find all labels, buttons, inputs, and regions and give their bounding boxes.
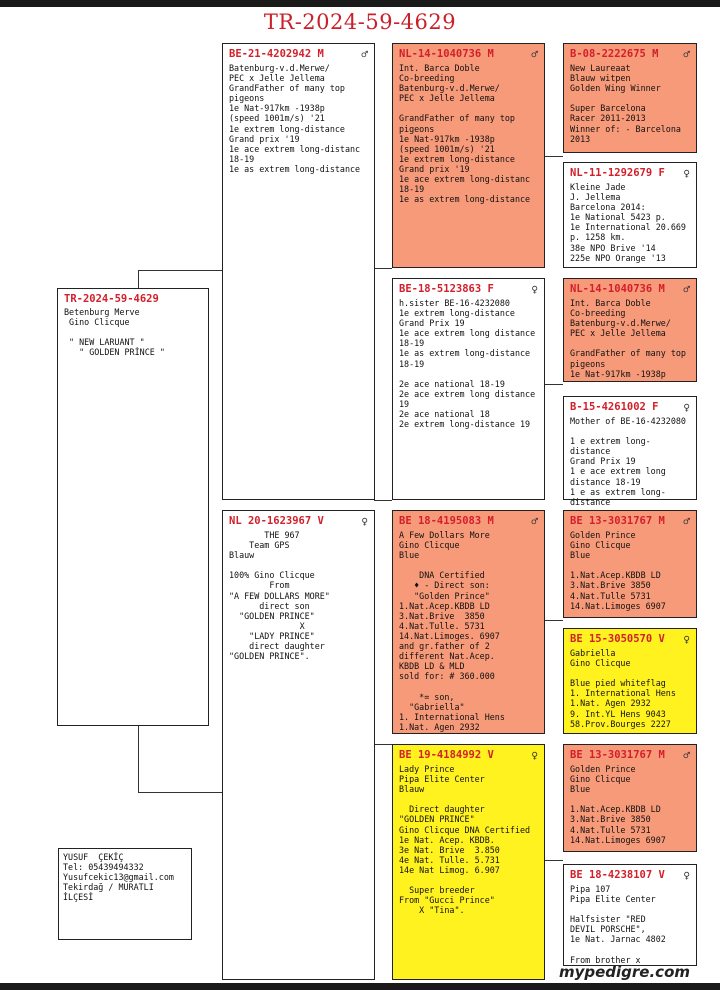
maternal-grandmother-details: Lady Prince Pipa Elite Center Blauw Direct daughter "GOLDEN PRINCE" Gino Clicque DNA Certified 1e Nat. Acep. KBDB. 3e Nat. Brive 3.850 4e Nat. Tulle. 5.731 14e Nat Limog. 6.907 Super breeder From "Gucci Prince" X "Tina". (399, 764, 531, 916)
paternal-grandmother-ring: BE-18-5123863 F (399, 283, 494, 295)
father-ring: BE-21-4202942 M (229, 48, 324, 60)
subject-ring: TR-2024-59-4629 (64, 293, 159, 305)
fmf-card[interactable] (563, 278, 697, 382)
ffm-details: Kleine Jade J. Jellema Barcelona 2014: 1e National 5423 p. 1e International 20.669 p. 1258 km. 38e NPO Brive '14 225e NPO Orange '13 (570, 182, 686, 263)
mmm-details: Pipa 107 Pipa Elite Center Halfsister "RED DEVIL PORSCHE", 1e Nat. Jarnac 4802 From brother x (570, 884, 666, 965)
male-icon: ♂ (683, 48, 690, 61)
maternal-grandfather-card[interactable] (392, 510, 545, 734)
female-icon: ♀ (683, 633, 690, 646)
connector-line (545, 620, 563, 621)
fmm-card[interactable] (563, 396, 697, 507)
top-border (0, 0, 720, 7)
female-icon: ♀ (531, 749, 538, 762)
connector-line (545, 156, 563, 157)
connector-line (138, 726, 139, 792)
paternal-grandfather-ring: NL-14-1040736 M (399, 48, 494, 60)
mff-ring: BE 13-3031767 M (570, 515, 665, 527)
mmm-ring: BE 18-4238107 V (570, 869, 665, 881)
paternal-grandfather-details: Int. Barca Doble Co-breeding Batenburg-v.d.Merwe/ PEC x Jelle Jellema GrandFather of many top pigeons 1e Nat-917km -1938p (speed 1001m/s) '21 1e extrem long-distance Grand prix '19 1e ace extrem long-distanc 18-19 1e as extrem long-distance (399, 63, 531, 205)
fff-details: New Laureaat Blauw witpen Golden Wing Winner Super Barcelona Racer 2011-2013 Winner of: - Barcelona 2013 (570, 63, 681, 144)
ffm-card[interactable] (563, 162, 697, 268)
female-icon: ♀ (683, 167, 690, 180)
fff-card[interactable] (563, 43, 697, 153)
mmf-details: Golden Prince Gino Clicque Blue 1.Nat.Acep.KBDB LD 3.Nat.Brive 3850 4.Nat.Tulle 5731 14.Nat.Limoges 6907 (570, 764, 666, 845)
female-icon: ♀ (361, 515, 368, 528)
mother-ring: NL 20-1623967 V (229, 515, 324, 527)
subject-card[interactable] (57, 288, 209, 726)
male-icon: ♂ (683, 515, 690, 528)
fmm-details: Mother of BE-16-4232080 1 e extrem long-distance Grand Prix 19 1 e ace extrem long distance 18-19 1 e as extrem long- distance (570, 416, 686, 507)
ffm-ring: NL-11-1292679 F (570, 167, 665, 179)
mother-details: THE 967 Team GPS Blauw 100% Gino Clicque From "A FEW DOLLARS MORE" direct son "GOLDEN PRINCE" X "LADY PRINCE" direct daughter "GOLDEN PRINCE". (229, 530, 330, 662)
subject-details: Betenburg Merve Gino Clicque " NEW LARUANT " " GOLDEN PRİNCE " (64, 307, 165, 358)
mmf-ring: BE 13-3031767 M (570, 749, 665, 761)
male-icon: ♂ (531, 515, 538, 528)
connector-line (138, 270, 139, 288)
fmm-ring: B-15-4261002 F (570, 401, 659, 413)
paternal-grandmother-details: h.sister BE-16-4232080 1e extrem long-distance Grand Prix 19 1e ace extrem long distance 18-19 1e as extrem long-distance 18-19 2e ace national 18-19 2e ace extrem long distance 19 2e ace national 18 2e extrem long-distance 19 (399, 298, 536, 430)
maternal-grandfather-ring: BE 18-4195083 M (399, 515, 494, 527)
female-icon: ♀ (683, 401, 690, 414)
mff-card[interactable] (563, 510, 697, 618)
connector-line (374, 268, 392, 269)
fff-ring: B-08-2222675 M (570, 48, 659, 60)
fmf-details: Int. Barca Doble Co-breeding Batenburg-v.d.Merwe/ PEC x Jelle Jellema GrandFather of many top pigeons 1e Nat-917km -1938p (570, 298, 686, 379)
connector-line (374, 500, 392, 501)
male-icon: ♂ (531, 48, 538, 61)
fmf-ring: NL-14-1040736 M (570, 283, 665, 295)
female-icon: ♀ (531, 283, 538, 296)
father-details: Batenburg-v.d.Merwe/ PEC x Jelle Jellema GrandFather of many top pigeons 1e Nat-917km -1938p (speed 1001m/s) '21 1e extrem long-distance Grand prix '19 1e ace extrem long-distanc 18-19 1e as extrem long-distance (229, 63, 361, 174)
mfm-details: Gabriella Gino Clicque Blue pied whiteflag 1. International Hens 1.Nat. Agen 2932 9. Int.YL Hens 9043 58.Prov.Bourges 2227 (570, 648, 676, 729)
mfm-card[interactable] (563, 628, 697, 734)
mother-card[interactable] (222, 510, 375, 980)
mmm-card[interactable] (563, 864, 697, 966)
male-icon: ♂ (683, 749, 690, 762)
pedigree-title: TR-2024-59-4629 (263, 10, 457, 34)
mmf-card[interactable] (563, 744, 697, 852)
mfm-ring: BE 15-3050570 V (570, 633, 665, 645)
maternal-grandfather-details: A Few Dollars More Gino Clicque Blue DNA Certified ♦ - Direct son: "Golden Prince" 1.Nat.Acep.KBDB LD 3.Nat.Brive 3850 4.Nat.Tulle. 5731 14.Nat.Limoges. 6907 and gr.father of 2 different Nat.Acep. KBDB LD & MLD sold for: # 360.000 *= son, "Gabriella" 1. International Hens 1.Nat. Agen 2932 (399, 530, 505, 732)
female-icon: ♀ (683, 869, 690, 882)
connector-line (545, 860, 563, 861)
breeder-contact: YUSUF ÇEKİÇ Tel: 05439494332 Yusufcekic13@gmail.com Tekirdağ / MURATLI İLÇESİ (58, 848, 192, 940)
mff-details: Golden Prince Gino Clicque Blue 1.Nat.Acep.KBDB LD 3.Nat.Brive 3850 4.Nat.Tulle 5731 14.Nat.Limoges 6907 (570, 530, 666, 611)
paternal-grandfather-card[interactable] (392, 43, 545, 268)
father-card[interactable] (222, 43, 375, 500)
connector-line (545, 384, 563, 385)
male-icon: ♂ (683, 283, 690, 296)
bottom-border (0, 983, 720, 990)
connector-line (138, 792, 222, 793)
brand-logo[interactable]: mypedigre.com (558, 963, 690, 981)
paternal-grandmother-card[interactable] (392, 278, 545, 500)
male-icon: ♂ (361, 48, 368, 61)
maternal-grandmother-card[interactable] (392, 744, 545, 980)
connector-line (138, 270, 222, 271)
connector-line (374, 744, 392, 745)
maternal-grandmother-ring: BE 19-4184992 V (399, 749, 494, 761)
